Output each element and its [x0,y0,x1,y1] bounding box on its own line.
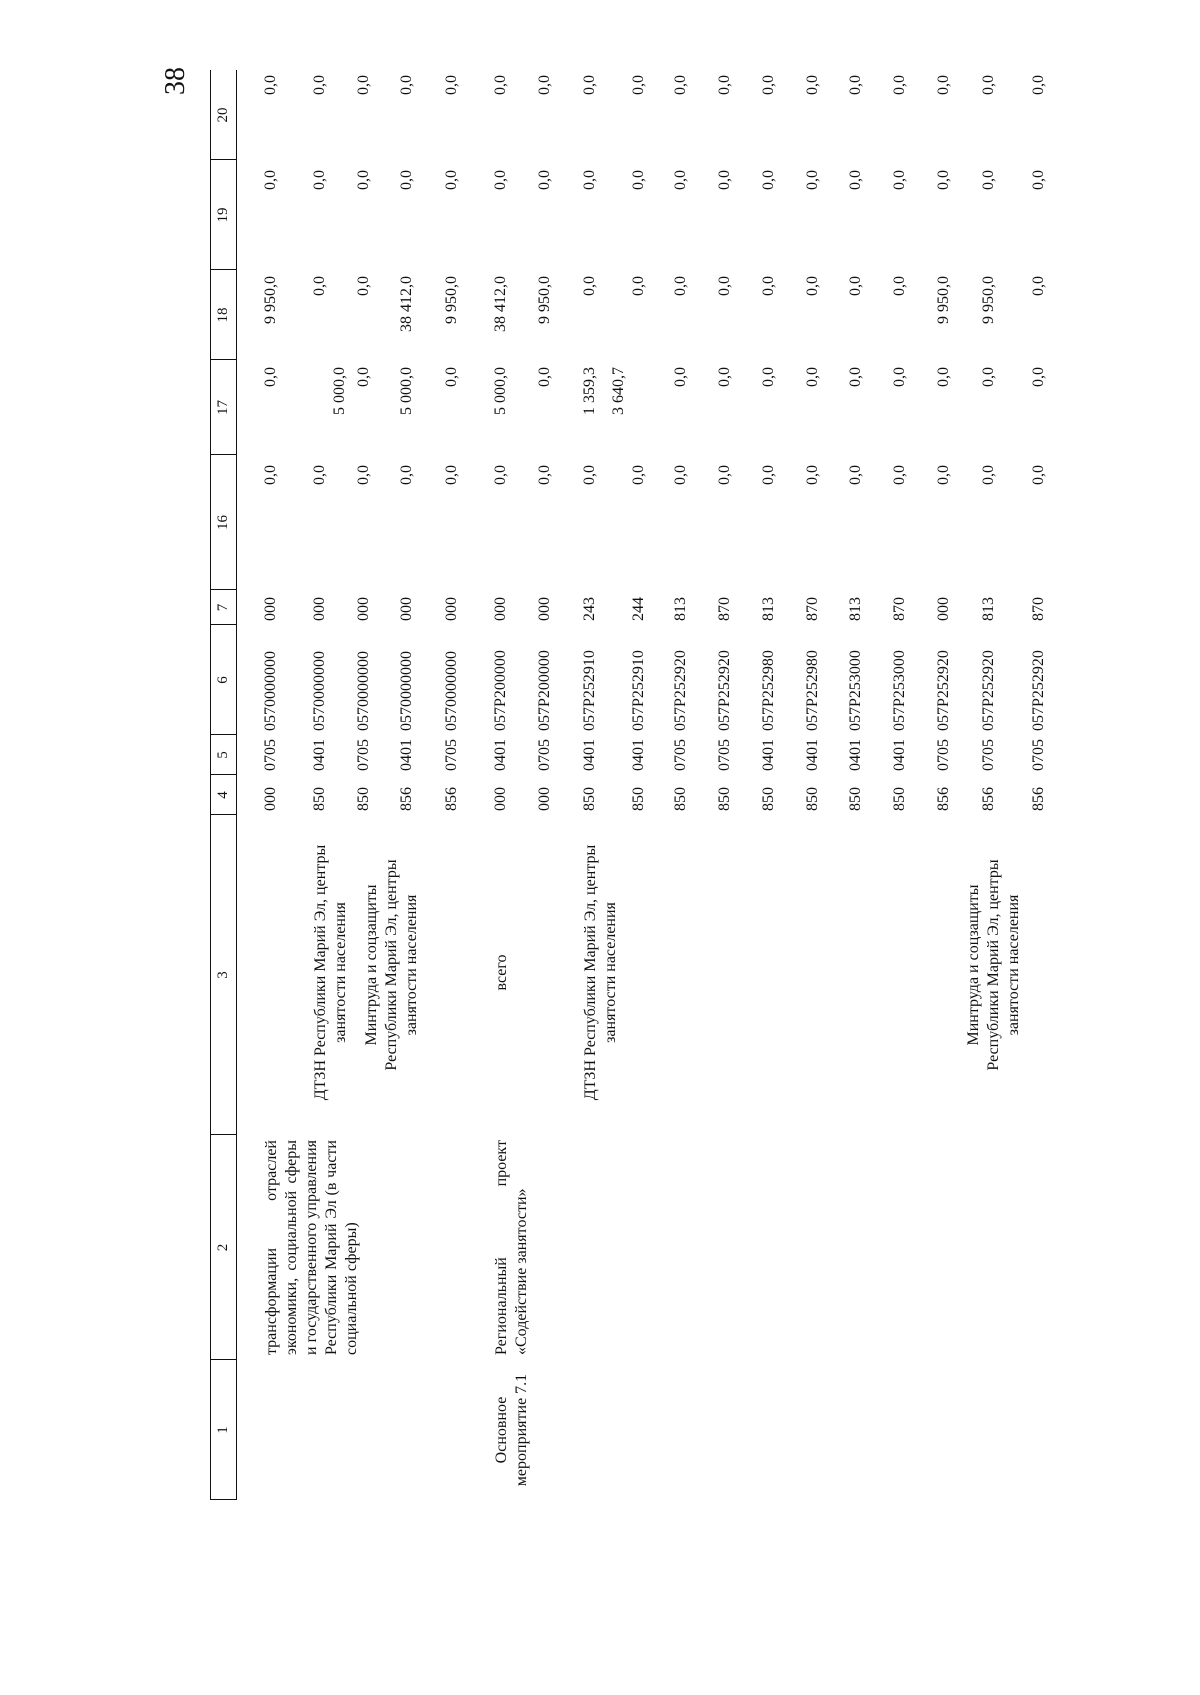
cell-c18: 0,0 [760,276,777,296]
cell-c18: 38 412,0 [398,276,415,332]
cell-c4: 850 [672,787,689,811]
cell-c4: 856 [935,787,952,811]
cell-c17: 0,0 [355,367,372,387]
executor-mintrud-project: Минтруда и соцзащиты Республики Марий Эл, центры занятости населения [965,859,1022,1071]
cell-c18: 0,0 [716,276,733,296]
cell-c20: 0,0 [536,75,553,95]
cell-c18: 0,0 [847,276,864,296]
cell-c19: 0,0 [355,170,372,190]
cell-c4: 850 [716,787,733,811]
cell-c20: 0,0 [492,75,509,95]
cell-c5: 0705 [980,739,997,771]
cell-c17: 0,0 [760,367,777,387]
cell-c19: 0,0 [262,170,279,190]
cell-c5: 0705 [716,739,733,771]
cell-c7: 000 [262,597,279,621]
cell-c18: 9 950,0 [536,276,553,324]
column-header-20: 20 [215,107,231,123]
cell-c20: 0,0 [672,75,689,95]
cell-c5: 0705 [1030,739,1047,771]
cell-c5: 0401 [311,739,328,771]
cell-c6: 057P200000 [492,650,509,731]
cell-c17: 0,0 [536,367,553,387]
cell-c17: 0,0 [262,367,279,387]
cell-c20: 0,0 [847,75,864,95]
column-header-7: 7 [215,603,231,612]
cell-c18: 9 950,0 [935,276,952,324]
cell-c16: 0,0 [980,465,997,485]
cell-c16: 0,0 [847,465,864,485]
cell-c17: 0,0 [935,367,952,387]
cell-c17: 0,0 [443,367,460,387]
cell-c5: 0401 [847,739,864,771]
cell-c20: 0,0 [311,75,328,95]
cell-c16: 0,0 [672,465,689,485]
cell-c5: 0401 [630,739,647,771]
cell-c18: 9 950,0 [262,276,279,324]
cell-c17: 0,0 [1030,367,1047,387]
cell-c5: 0705 [672,739,689,771]
cell-c4: 850 [804,787,821,811]
cell-c19: 0,0 [847,170,864,190]
cell-c19: 0,0 [443,170,460,190]
cell-c20: 0,0 [355,75,372,95]
cell-c7: 870 [1030,597,1047,621]
cell-c16: 0,0 [716,465,733,485]
cell-c20: 0,0 [804,75,821,95]
cell-c5: 0401 [398,739,415,771]
cell-c20: 0,0 [891,75,908,95]
cell-c16: 0,0 [891,465,908,485]
cell-c20: 0,0 [980,75,997,95]
cell-c6: 0570000000 [262,651,279,731]
cell-c19: 0,0 [1030,170,1047,190]
cell-c19: 0,0 [630,170,647,190]
cell-c7: 870 [891,597,908,621]
column-header-1: 1 [215,1426,231,1434]
cell-c7: 870 [716,597,733,621]
cell-c18: 0,0 [1030,276,1047,296]
cell-c6: 057P252910 [581,650,598,731]
cell-c7: 870 [804,597,821,621]
header-bottom-rule [236,70,237,1500]
cell-c18: 0,0 [891,276,908,296]
column-header-19: 19 [215,207,231,223]
executor-mintrud: Минтруда и соцзащиты Республики Марий Эл, центры занятости населения [363,859,420,1071]
cell-c7: 244 [630,597,647,621]
cell-c5: 0705 [536,739,553,771]
cell-c19: 0,0 [891,170,908,190]
cell-c18: 38 412,0 [492,276,509,332]
cell-c18: 9 950,0 [980,276,997,324]
cell-c7: 000 [398,597,415,621]
cell-c6: 057P200000 [536,650,553,731]
cell-c20: 0,0 [1030,75,1047,95]
executor-dtzn: ДТЗН Республики Марий Эл, центры занятости населения [312,844,349,1101]
cell-c7: 000 [311,597,328,621]
page-number: 38 [160,67,191,95]
cell-c4: 000 [492,787,509,811]
cell-c6: 0570000000 [311,651,328,731]
cell-c19: 0,0 [581,170,598,190]
cell-c4: 000 [536,787,553,811]
cell-c5: 0705 [355,739,372,771]
cell-c16: 0,0 [311,465,328,485]
cell-c17: 5 000,0 [492,367,509,415]
cell-c16: 0,0 [760,465,777,485]
column-header-18: 18 [215,307,231,323]
column-header-2: 2 [215,1243,231,1252]
cell-c16: 0,0 [581,465,598,485]
column-header-6: 6 [215,676,231,684]
cell-c20: 0,0 [398,75,415,95]
cell-c18: 0,0 [311,276,328,296]
cell-c7: 813 [847,597,864,621]
column-header-3: 3 [215,971,231,979]
cell-c19: 0,0 [536,170,553,190]
cell-c6: 057P252920 [980,650,997,731]
cell-c4: 850 [355,787,372,811]
cell-c5: 0401 [760,739,777,771]
cell-c16: 0,0 [492,465,509,485]
cell-c6: 057P253000 [847,650,864,731]
cell-c7: 813 [672,597,689,621]
cell-c20: 0,0 [262,75,279,95]
cell-c16: 0,0 [398,465,415,485]
cell-c6: 057P252910 [630,650,647,731]
cell-c19: 0,0 [672,170,689,190]
cell-c7: 243 [581,597,598,621]
cell-c7: 000 [492,597,509,621]
cell-c7: 000 [935,597,952,621]
cell-c5: 0401 [492,739,509,771]
cell-c4: 850 [311,787,328,811]
cell-c4: 850 [847,787,864,811]
cell-c20: 0,0 [581,75,598,95]
cell-c16: 0,0 [443,465,460,485]
cell-c5: 0401 [804,739,821,771]
cell-c6: 057P253000 [891,650,908,731]
cell-c6: 0570000000 [398,651,415,731]
cell-c17: 0,0 [980,367,997,387]
executor-dtzn-project: ДТЗН Республики Марий Эл, центры занятости населения [582,844,619,1101]
column-header-17: 17 [215,400,231,415]
cell-c4: 850 [760,787,777,811]
cell-c5: 0705 [262,739,279,771]
cell-c6: 0570000000 [355,651,372,731]
cell-c17: 0,0 [716,367,733,387]
cell-c19: 0,0 [804,170,821,190]
table-top-rule [210,70,211,1500]
cell-c18: 9 950,0 [443,276,460,324]
cell-c18: 0,0 [804,276,821,296]
cell-c6: 057P252920 [935,650,952,731]
cell-c16: 0,0 [804,465,821,485]
cell-c20: 0,0 [760,75,777,95]
cell-c7: 000 [536,597,553,621]
cell-c18: 0,0 [355,276,372,296]
cell-c17: 3 640,7 [610,367,627,415]
cell-c6: 057P252980 [804,650,821,731]
cell-c18: 0,0 [672,276,689,296]
cell-c19: 0,0 [980,170,997,190]
cell-c17: 0,0 [847,367,864,387]
cell-c19: 0,0 [492,170,509,190]
cell-c5: 0705 [935,739,952,771]
cell-c17: 5 000,0 [331,367,348,415]
cell-c4: 856 [980,787,997,811]
cell-c16: 0,0 [1030,465,1047,485]
cell-c16: 0,0 [536,465,553,485]
cell-c20: 0,0 [935,75,952,95]
cell-c5: 0401 [891,739,908,771]
cell-c7: 000 [355,597,372,621]
column-header-16: 16 [215,515,231,530]
column-header-4: 4 [215,791,231,799]
cell-c16: 0,0 [630,465,647,485]
cell-c17: 0,0 [891,367,908,387]
cell-c7: 813 [760,597,777,621]
cell-c19: 0,0 [935,170,952,190]
cell-c6: 057P252920 [716,650,733,731]
cell-c19: 0,0 [760,170,777,190]
cell-c20: 0,0 [443,75,460,95]
cell-c16: 0,0 [262,465,279,485]
cell-c6: 057P252920 [672,650,689,731]
cell-c5: 0705 [443,739,460,771]
cell-c17: 0,0 [804,367,821,387]
cell-c4: 850 [891,787,908,811]
cell-c20: 0,0 [630,75,647,95]
measure-description: трансформации отраслей экономики, социальной сферы и государственного управления Республики Марий Эл (в части социальной сферы) [263,1140,360,1355]
cell-c16: 0,0 [935,465,952,485]
cell-c6: 0570000000 [443,651,460,731]
cell-c19: 0,0 [311,170,328,190]
cell-c16: 0,0 [355,465,372,485]
cell-c17: 5 000,0 [398,367,415,415]
cell-c18: 0,0 [630,276,647,296]
cell-c4: 850 [581,787,598,811]
cell-c7: 813 [980,597,997,621]
cell-c4: 000 [262,787,279,811]
cell-c20: 0,0 [716,75,733,95]
cell-c19: 0,0 [398,170,415,190]
cell-c4: 856 [443,787,460,811]
executor-total: всего [493,954,510,991]
cell-c17: 0,0 [672,367,689,387]
main-measure-label: Основное мероприятие 7.1 [493,1373,530,1487]
cell-c17: 1 359,3 [581,367,598,415]
column-header-5: 5 [215,751,231,759]
cell-c4: 856 [1030,787,1047,811]
cell-c5: 0401 [581,739,598,771]
cell-c19: 0,0 [716,170,733,190]
cell-c18: 0,0 [581,276,598,296]
cell-c6: 057P252920 [1030,650,1047,731]
regional-project-description: Региональный проект «Содействие занятости» [493,1140,530,1355]
cell-c4: 856 [398,787,415,811]
cell-c7: 000 [443,597,460,621]
cell-c6: 057P252980 [760,650,777,731]
cell-c4: 850 [630,787,647,811]
